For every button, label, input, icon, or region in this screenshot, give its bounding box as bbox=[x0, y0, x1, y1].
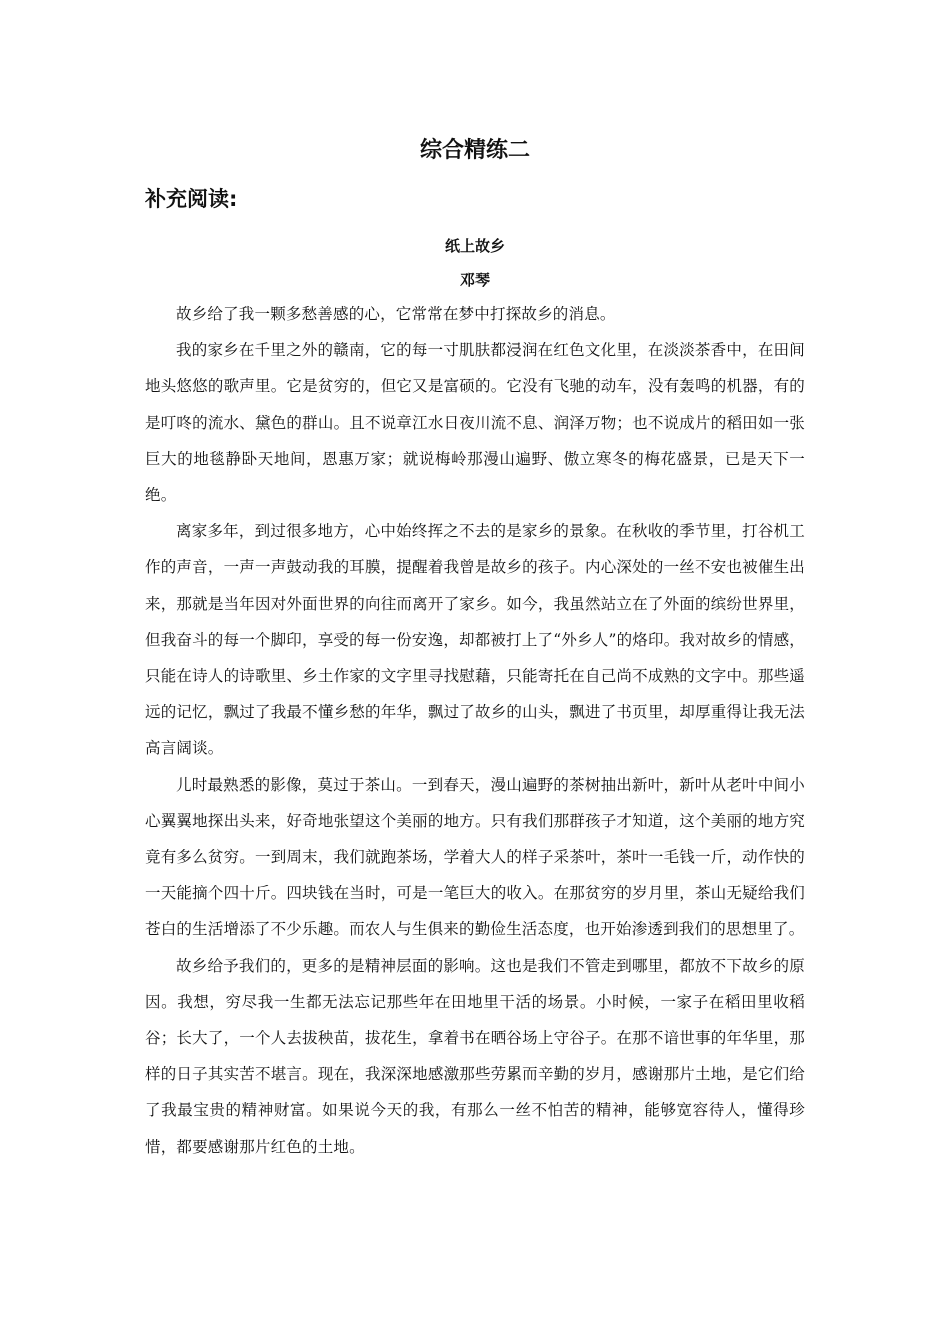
paragraph: 儿时最熟悉的影像，莫过于茶山。一到春天，漫山遍野的茶树抽出新叶，新叶从老叶中间小心翼翼地探出头来，好奇地张望这个美丽的地方。只有我们那群孩子才知道，这个美丽的地方究竟有多么贫穷。一到周末，我们就跑茶场，学着大人的样子采茶叶，茶叶一毛钱一斤，动作快的一天能摘个四十斤。四块钱在当时，可是一笔巨大的收入。在那贫穷的岁月里，茶山无疑给我们苍白的生活增添了不少乐趣。而农人与生俱来的勤俭生活态度，也开始渗透到我们的思想里了。 bbox=[145, 775, 805, 939]
document-title: 综合精练二 bbox=[419, 138, 530, 163]
paragraph: 故乡给了我一颗多愁善感的心，它常常在梦中打探故乡的消息。 bbox=[176, 305, 616, 323]
section-heading: 补充阅读: bbox=[145, 187, 238, 211]
paragraph: 离家多年，到过很多地方，心中始终挥之不去的是家乡的景象。在秋收的季节里，打谷机工作的声音，一声一声鼓动我的耳膜，提醒着我曾是故乡的孩子。内心深处的一丝不安也被催生出来，那就是当年因对外面世界的向往而离开了家乡。如今，我虽然站立在了外面的缤纷世界里，但我奋斗的每一个脚印，享受的每一份安逸，却都被打上了“外乡人”的烙印。我对故乡的情感，只能在诗人的诗歌里、乡土作家的文字里寻找慰藉，只能寄托在自己尚不成熟的文字中。那些遥远的记忆，飘过了我最不懂乡愁的年华，飘过了故乡的山头，飘进了书页里，却厚重得让我无法高言阔谈。 bbox=[145, 522, 805, 758]
article-author: 邓琴 bbox=[459, 271, 490, 289]
article-body bbox=[145, 296, 805, 1165]
paragraph: 故乡给予我们的，更多的是精神层面的影响。这也是我们不管走到哪里，都放不下故乡的原因。我想，穷尽我一生都无法忘记那些年在田地里干活的场景。小时候，一家子在稻田里收稻谷；长大了，一个人去拔秧苗，拔花生，拿着书在晒谷场上守谷子。在那不谙世事的年华里，那样的日子其实苦不堪言。现在，我深深地感激那些劳累而辛勤的岁月，感谢那片土地，是它们给了我最宝贵的精神财富。如果说今天的我，有那么一丝不怕苦的精神，能够宽容待人，懂得珍惜，都要感谢那片红色的土地。 bbox=[145, 956, 805, 1156]
article-title: 纸上故乡 bbox=[444, 237, 505, 255]
paragraph: 我的家乡在千里之外的赣南，它的每一寸肌肤都浸润在红色文化里，在淡淡茶香中，在田间地头悠悠的歌声里。它是贫穷的，但它又是富硕的。它没有飞驰的动车，没有轰鸣的机器，有的是叮咚的流水、黛色的群山。且不说章江水日夜川流不息、润泽万物；也不说成片的稻田如一张巨大的地毯静卧天地间，恩惠万家；就说梅岭那漫山遍野、傲立寒冬的梅花盛景，已是天下一绝。 bbox=[145, 341, 805, 505]
